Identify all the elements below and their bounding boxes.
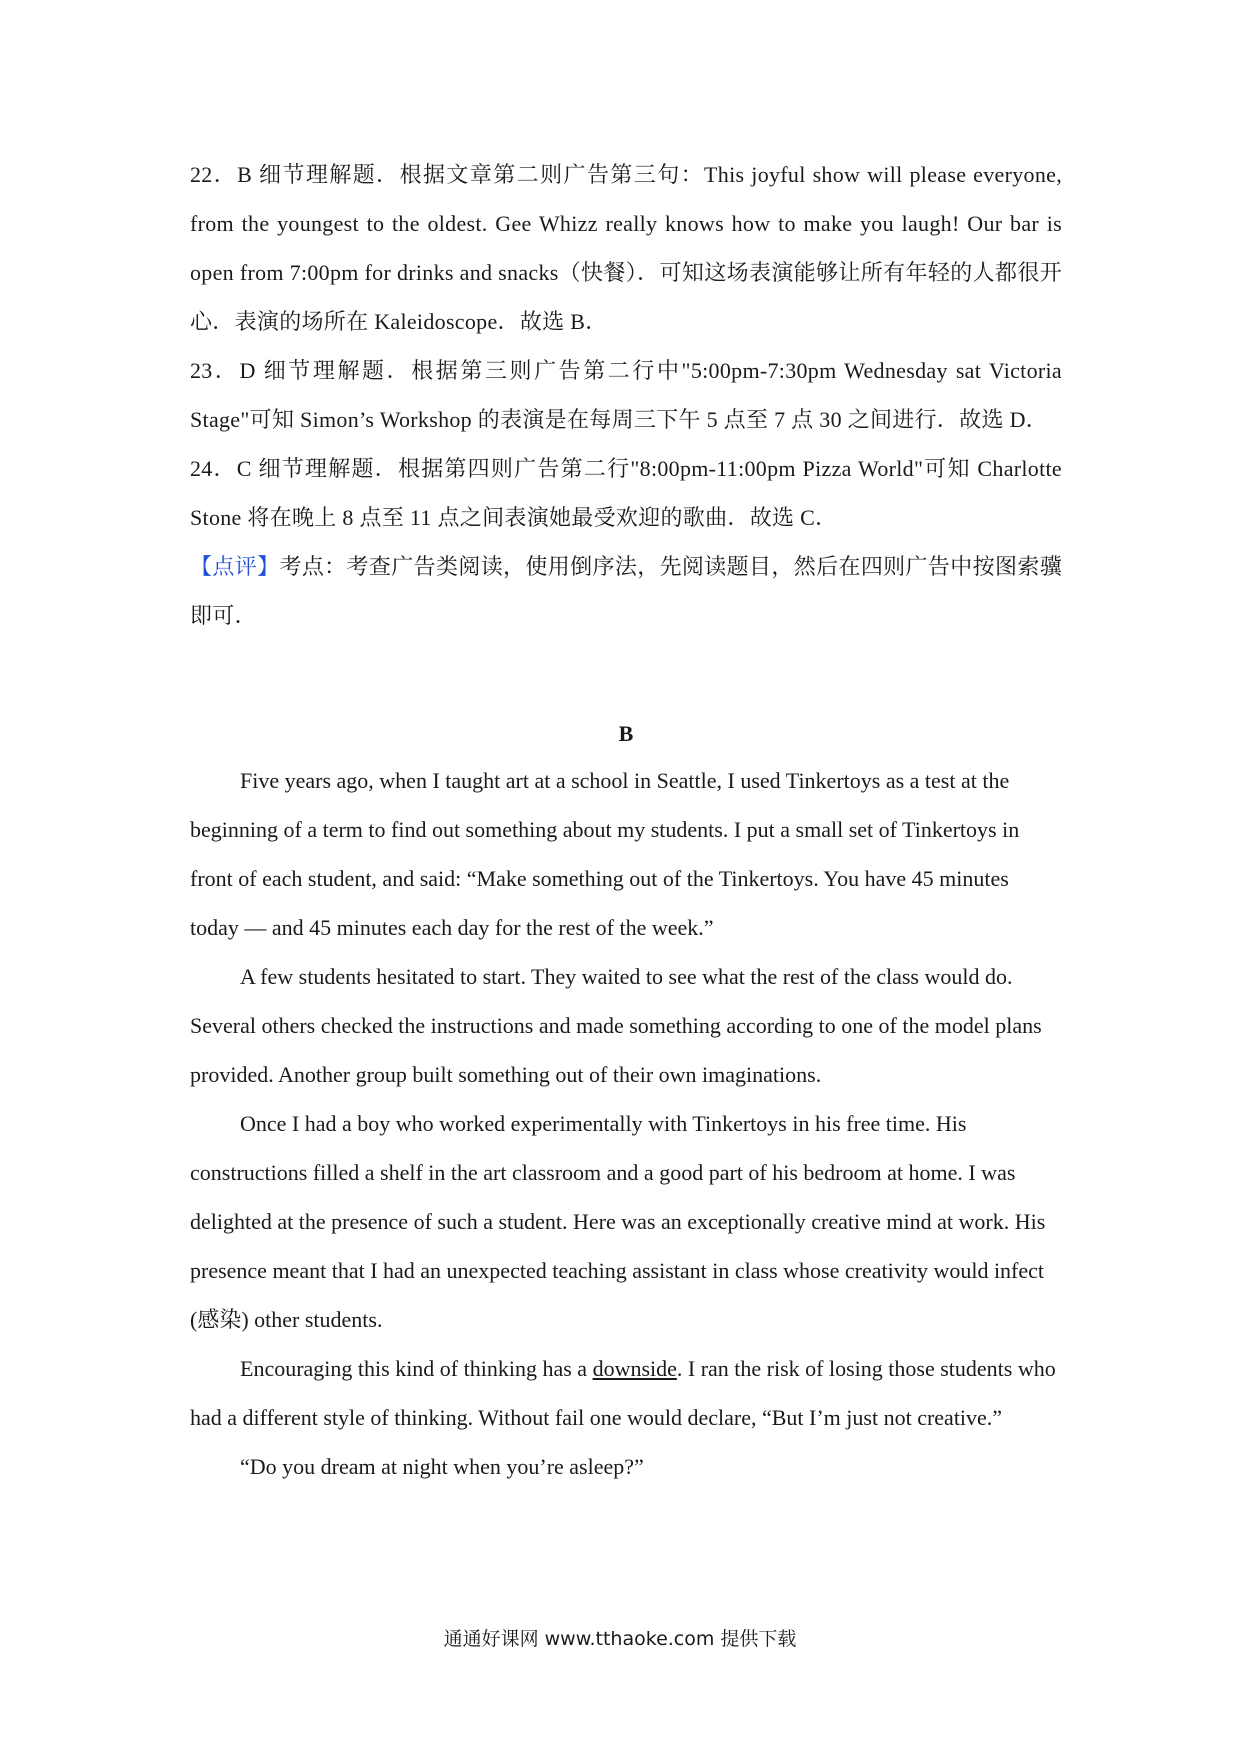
section-title: B [618, 721, 634, 746]
paragraph-5: “Do you dream at night when you’re asleep?” [240, 1454, 644, 1479]
paragraph-2: A few students hesitated to start. They waited to see what the rest of the class would do. Several others checked the instructions and made something according to one of the model plans provided. Another group built something out of their own imaginations. [190, 964, 1042, 1087]
document-page [190, 150, 1062, 1491]
paragraph-4-end: . I ran the risk of losing those students who had a different style of thinking. Without fail one would declare, “But I’m just not creative.” [190, 1356, 1056, 1430]
review-comment [190, 542, 1062, 640]
answer-23: 23．D 细节理解题．根据第三则广告第二行中"5:00pm-7:30pm Wednesday sat Victoria Stage"可知 Simon’s Workshop 的表演是在每周三下午 5 点至 7 点 30 之间进行．故选 D． [190, 358, 1062, 432]
footer-watermark: 通通好课网 www.tthaoke.com 提供下载 [443, 1628, 797, 1650]
underlined-word-downside: downside [592, 1356, 677, 1381]
paragraph-4 [190, 1344, 1062, 1442]
paragraph-1: Five years ago, when I taught art at a school in Seattle, I used Tinkertoys as a test at the beginning of a term to find out something about my students. I put a small set of Tinkertoys in front of each student, and said: “Make something out of the Tinkertoys. You have 45 minutes today — and 45 minutes each day for the rest of the week.” [190, 768, 1020, 940]
review-text: 考点：考查广告类阅读，使用倒序法，先阅读题目，然后在四则广告中按图索骥即可． [190, 554, 1062, 628]
answer-22: 22．B 细节理解题．根据文章第二则广告第三句：This joyful show will please everyone, from the youngest to the oldest. Gee Whizz really knows how to make you laugh! Our bar is open from 7:00pm for drinks and snacks（快餐）．可知这场表演能够让所有年轻的人都很开心．表演的场所在 Kaleidoscope．故选 B． [190, 162, 1062, 334]
paragraph-4-start: Encouraging this kind of thinking has a [240, 1356, 593, 1381]
paragraph-3: Once I had a boy who worked experimentally with Tinkertoys in his free time. His constructions filled a shelf in the art classroom and a good part of his bedroom at home. I was delighted at the presence of such a student. Here was an exceptionally creative mind at work. His presence meant that I had an unexpected teaching assistant in class whose creativity would infect (感染) other students. [190, 1111, 1046, 1332]
review-tag: 【点评】 [190, 554, 280, 579]
answer-24: 24．C 细节理解题．根据第四则广告第二行"8:00pm-11:00pm Pizza World"可知 Charlotte Stone 将在晚上 8 点至 11 点之间表演她最受欢迎的歌曲．故选 C． [190, 456, 1062, 530]
